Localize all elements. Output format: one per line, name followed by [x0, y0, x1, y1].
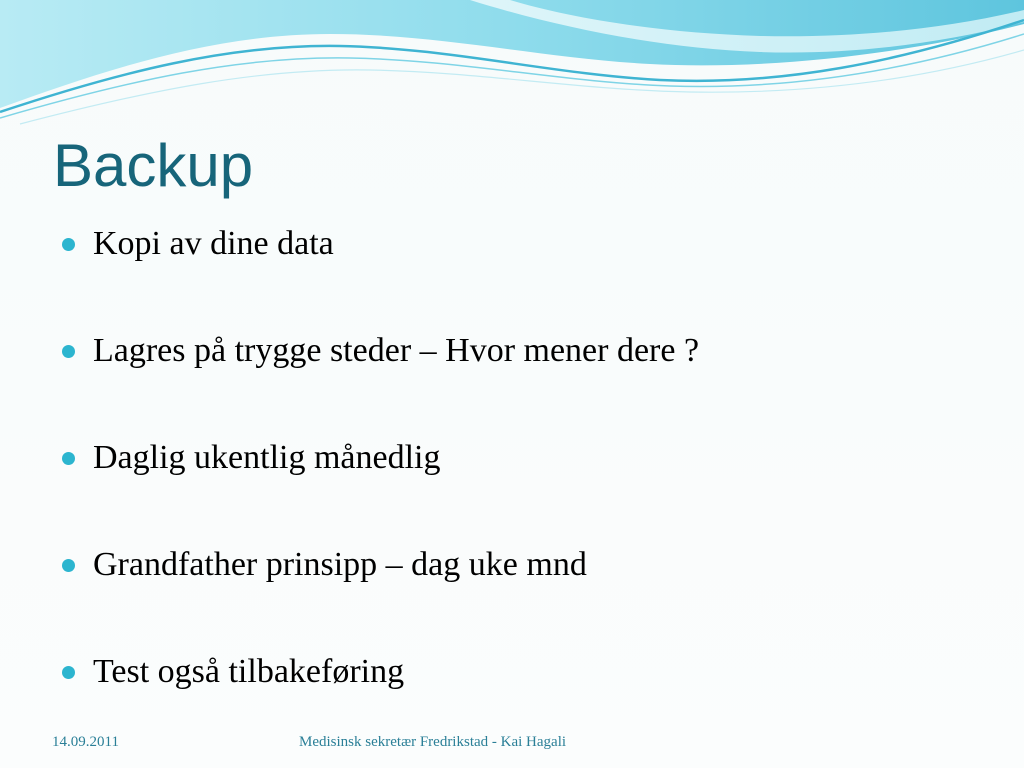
bullet-item — [62, 222, 699, 266]
bullet-text: Lagres på trygge steder – Hvor mener dere ? — [93, 332, 700, 369]
footer-date: 14.09.2011 — [52, 734, 119, 750]
bullet-item — [62, 329, 699, 373]
bullet-dot-icon — [62, 345, 75, 358]
decorative-wave-header — [0, 0, 1024, 130]
wave-band-top — [0, 0, 1024, 108]
slide-title: Backup — [53, 132, 254, 199]
footer-text: Medisinsk sekretær Fredrikstad - Kai Hagali — [299, 734, 567, 750]
bullet-list — [62, 222, 699, 757]
bullet-item — [62, 436, 699, 480]
bullet-text: Kopi av dine data — [93, 225, 334, 262]
bullet-dot-icon — [62, 238, 75, 251]
bullet-text: Grandfather prinsipp – dag uke mnd — [93, 546, 587, 583]
bullet-dot-icon — [62, 452, 75, 465]
bullet-item — [62, 543, 699, 587]
bullet-text: Test også tilbakeføring — [93, 653, 405, 690]
bullet-text: Daglig ukentlig månedlig — [93, 439, 441, 476]
bullet-dot-icon — [62, 666, 75, 679]
bullet-item — [62, 650, 699, 694]
bullet-dot-icon — [62, 559, 75, 572]
